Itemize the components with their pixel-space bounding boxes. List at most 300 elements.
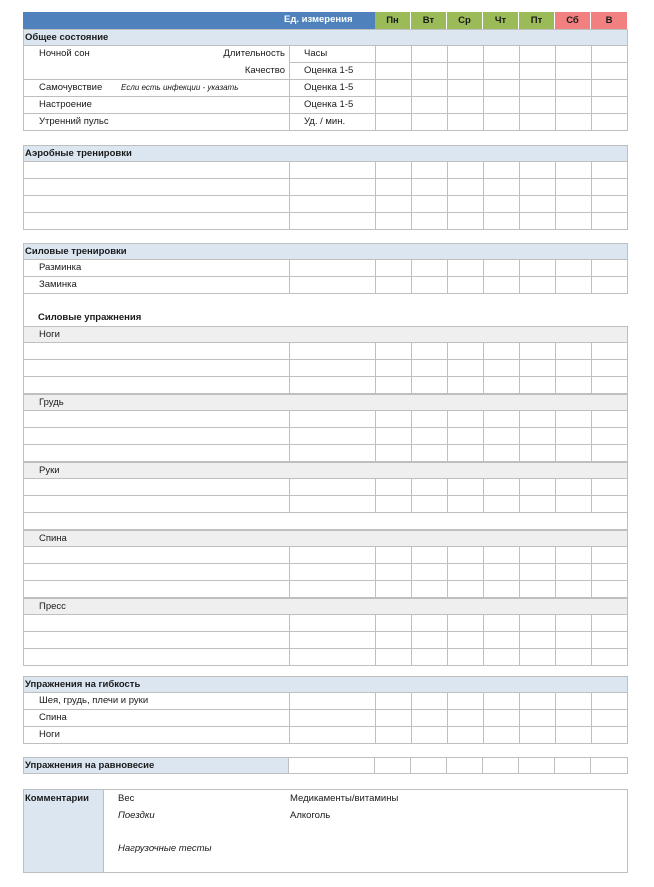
comments-input-area[interactable] [104, 790, 627, 872]
exercise-entry-day-cell-Сб[interactable] [556, 445, 592, 461]
exercise-entry-day-cell-В[interactable] [592, 615, 628, 631]
exercise-entry-day-cell-Пн[interactable] [376, 411, 412, 427]
aerobic-entry-name-cell[interactable] [24, 179, 290, 195]
warmup-day-cell-Вт[interactable] [412, 260, 448, 276]
exercise-entry-day-cell-Вт[interactable] [412, 649, 448, 665]
balance-day-cell-Вт[interactable] [411, 758, 447, 773]
aerobic-entry-day-cell-Пт[interactable] [520, 162, 556, 178]
exercise-entry-day-cell-В[interactable] [592, 547, 628, 563]
aerobic-entry-day-cell-Пт[interactable] [520, 179, 556, 195]
flexibility-item-day-cell-В[interactable] [592, 727, 628, 743]
pulse-day-cell-Вт[interactable] [412, 114, 448, 130]
flexibility-item-day-cell-Сб[interactable] [556, 727, 592, 743]
exercise-entry-name-cell[interactable] [24, 632, 290, 648]
exercise-entry-day-cell-Ср[interactable] [448, 479, 484, 495]
exercise-entry-day-cell-Пн[interactable] [376, 428, 412, 444]
exercise-entry-day-cell-Пн[interactable] [376, 479, 412, 495]
balance-day-cell-Сб[interactable] [555, 758, 591, 773]
aerobic-entry-name-cell[interactable] [24, 213, 290, 229]
exercise-entry-day-cell-Пт[interactable] [520, 632, 556, 648]
exercise-entry-day-cell-Ср[interactable] [448, 581, 484, 597]
warmup-unit-cell[interactable] [290, 260, 376, 276]
mood-day-cell-В[interactable] [592, 97, 628, 113]
exercise-entry-day-cell-Пн[interactable] [376, 360, 412, 376]
exercise-entry-name-cell[interactable] [24, 445, 290, 461]
pulse-day-cell-В[interactable] [592, 114, 628, 130]
aerobic-entry-day-cell-Пн[interactable] [376, 162, 412, 178]
aerobic-entry-day-cell-Сб[interactable] [556, 196, 592, 212]
wellbeing-day-cell-Вт[interactable] [412, 80, 448, 96]
section-flexibility [23, 676, 628, 693]
aerobic-entry-day-cell-В[interactable] [592, 213, 628, 229]
exercise-entry-day-cell-Ср[interactable] [448, 428, 484, 444]
mood-day-cell-Сб[interactable] [556, 97, 592, 113]
exercise-entry-day-cell-Пт[interactable] [520, 479, 556, 495]
sleep-quality-label: Качество [244, 65, 285, 76]
exercise-entry-day-cell-Пн[interactable] [376, 632, 412, 648]
exercise-entry-day-cell-Вт[interactable] [412, 343, 448, 359]
sleep-day-cell-Вт[interactable] [412, 46, 448, 62]
sleep-day-cell-Сб[interactable] [556, 46, 592, 62]
aerobic-entry-unit-cell[interactable] [290, 179, 376, 195]
cooldown-unit-cell[interactable] [290, 277, 376, 293]
exercise-entry-unit-cell[interactable] [290, 564, 376, 580]
comments-label: Комментарии [25, 793, 89, 804]
mood-day-cell-Вт[interactable] [412, 97, 448, 113]
exercise-entry-day-cell-В[interactable] [592, 343, 628, 359]
exercise-entry-day-cell-Пт[interactable] [520, 581, 556, 597]
exercise-entry-day-cell-В[interactable] [592, 581, 628, 597]
exercise-entry-day-cell-Сб[interactable] [556, 411, 592, 427]
exercise-entry-name-cell[interactable] [24, 649, 290, 665]
exercise-entry-day-cell-Вт[interactable] [412, 615, 448, 631]
exercise-entry-day-cell-Вт[interactable] [412, 632, 448, 648]
warmup-day-cell-Ср[interactable] [448, 260, 484, 276]
exercise-entry-name-cell[interactable] [24, 428, 290, 444]
exercise-entry-day-cell-Ср[interactable] [448, 377, 484, 393]
sleep-day-cell-Вт[interactable] [412, 63, 448, 79]
exercise-entry-day-cell-В[interactable] [592, 496, 628, 512]
aerobic-entry-unit-cell[interactable] [290, 162, 376, 178]
comment-meds-label: Медикаменты/витамины [290, 793, 399, 804]
exercise-entry-unit-cell[interactable] [290, 632, 376, 648]
aerobic-entry-day-cell-Чт[interactable] [484, 162, 520, 178]
exercise-entry-day-cell-Пт[interactable] [520, 445, 556, 461]
exercise-entry-unit-cell[interactable] [290, 547, 376, 563]
sleep-block [23, 46, 628, 80]
exercise-entry-day-cell-Ср[interactable] [448, 547, 484, 563]
exercise-entry-unit-cell[interactable] [290, 377, 376, 393]
spacer-row [23, 513, 628, 530]
warmup-day-cell-Пн[interactable] [376, 260, 412, 276]
unit-header [23, 12, 375, 29]
exercise-entry-name-cell[interactable] [24, 360, 290, 376]
flexibility-item-day-cell-В[interactable] [592, 693, 628, 709]
exercise-entry-day-cell-Ср[interactable] [448, 632, 484, 648]
aerobic-entry-day-cell-Пн[interactable] [376, 179, 412, 195]
aerobic-entry-day-cell-Вт[interactable] [412, 179, 448, 195]
balance-day-cell-Пт[interactable] [519, 758, 555, 773]
cooldown-label: Заминка [39, 279, 77, 290]
exercise-entry-day-cell-Ср[interactable] [448, 411, 484, 427]
sleep-day-cell-Пн[interactable] [376, 46, 412, 62]
exercise-entry-day-cell-Сб[interactable] [556, 479, 592, 495]
day-header-Пт: Пт [519, 12, 554, 29]
exercise-entry-day-cell-Пт[interactable] [520, 496, 556, 512]
aerobic-entry-unit-cell[interactable] [290, 213, 376, 229]
exercise-entry-day-cell-Сб[interactable] [556, 615, 592, 631]
flexibility-item-day-cell-Вт[interactable] [412, 727, 448, 743]
exercise-entry-day-cell-Чт[interactable] [484, 377, 520, 393]
exercise-entry-day-cell-Чт[interactable] [484, 428, 520, 444]
exercise-entry-name-cell[interactable] [24, 496, 290, 512]
warmup-row [23, 260, 628, 277]
sleep-label: Ночной сон [39, 48, 90, 59]
exercise-entry-day-cell-Вт[interactable] [412, 547, 448, 563]
aerobic-entry-day-cell-Пн[interactable] [376, 196, 412, 212]
exercise-entry-unit-cell[interactable] [290, 428, 376, 444]
pulse-day-cell-Пн[interactable] [376, 114, 412, 130]
header-row [23, 12, 628, 29]
pulse-row [23, 114, 628, 131]
aerobic-entry-day-cell-В[interactable] [592, 196, 628, 212]
exercise-entry-day-cell-В[interactable] [592, 564, 628, 580]
exercise-entry-day-cell-Вт[interactable] [412, 564, 448, 580]
day-header-Сб: Сб [555, 12, 590, 29]
flexibility-item-day-cell-Пн[interactable] [376, 693, 412, 709]
wellbeing-day-cell-Сб[interactable] [556, 80, 592, 96]
subgroup-0 [23, 326, 628, 343]
flexibility-item-day-cell-Вт[interactable] [412, 710, 448, 726]
exercise-entry-day-cell-Пн[interactable] [376, 445, 412, 461]
wellbeing-day-cell-Ср[interactable] [448, 80, 484, 96]
subgroup-4 [23, 598, 628, 615]
exercise-entry-row [23, 564, 628, 581]
sleep-day-cell-Сб[interactable] [556, 63, 592, 79]
flexibility-item-day-cell-Пт[interactable] [520, 693, 556, 709]
exercise-entry-row [23, 428, 628, 445]
subgroup-label: Ноги [39, 329, 60, 340]
sleep-day-cell-Пт[interactable] [520, 46, 556, 62]
exercise-entry-day-cell-Ср[interactable] [448, 564, 484, 580]
exercise-entry-day-cell-В[interactable] [592, 479, 628, 495]
cooldown-row [23, 277, 628, 294]
day-header-Чт: Чт [483, 12, 518, 29]
aerobic-entry-day-cell-Чт[interactable] [484, 213, 520, 229]
exercise-entry-day-cell-Пн[interactable] [376, 615, 412, 631]
flexibility-item-day-cell-В[interactable] [592, 710, 628, 726]
aerobic-entry-day-cell-Вт[interactable] [412, 162, 448, 178]
exercise-entry-day-cell-Вт[interactable] [412, 411, 448, 427]
warmup-day-cell-Чт[interactable] [484, 260, 520, 276]
exercise-entry-day-cell-Пн[interactable] [376, 564, 412, 580]
exercise-entry-day-cell-Ср[interactable] [448, 360, 484, 376]
aerobic-entry-day-cell-Чт[interactable] [484, 179, 520, 195]
warmup-day-cell-Сб[interactable] [556, 260, 592, 276]
exercise-entry-name-cell[interactable] [24, 547, 290, 563]
exercise-entry-day-cell-Чт[interactable] [484, 479, 520, 495]
exercise-entry-day-cell-Ср[interactable] [448, 615, 484, 631]
day-header-Пн: Пн [375, 12, 410, 29]
aerobic-entry-day-cell-Сб[interactable] [556, 162, 592, 178]
aerobic-entry-row [23, 162, 628, 179]
sleep-day-cell-Чт[interactable] [484, 63, 520, 79]
cooldown-day-cell-Пт[interactable] [520, 277, 556, 293]
exercise-entry-day-cell-Сб[interactable] [556, 360, 592, 376]
exercise-entry-day-cell-Сб[interactable] [556, 564, 592, 580]
exercise-entry-day-cell-Ср[interactable] [448, 445, 484, 461]
balance-day-cell-Пн[interactable] [375, 758, 411, 773]
exercise-entry-name-cell[interactable] [24, 564, 290, 580]
aerobic-entry-day-cell-Ср[interactable] [448, 162, 484, 178]
exercise-entry-day-cell-Сб[interactable] [556, 649, 592, 665]
strength-gap [23, 294, 24, 326]
exercise-entry-day-cell-Пт[interactable] [520, 649, 556, 665]
exercise-entry-day-cell-Пт[interactable] [520, 411, 556, 427]
exercise-entry-day-cell-Пн[interactable] [376, 649, 412, 665]
comment-weight-label: Вес [118, 793, 135, 804]
exercise-entry-unit-cell[interactable] [290, 343, 376, 359]
exercise-entry-day-cell-Чт[interactable] [484, 547, 520, 563]
cooldown-day-cell-Чт[interactable] [484, 277, 520, 293]
mood-label: Настроение [39, 99, 92, 110]
flexibility-item-day-cell-Пн[interactable] [376, 710, 412, 726]
exercise-entry-day-cell-Пт[interactable] [520, 564, 556, 580]
wellbeing-day-cell-В[interactable] [592, 80, 628, 96]
wellbeing-day-cell-Чт[interactable] [484, 80, 520, 96]
balance-unit-cell[interactable] [289, 758, 375, 773]
sleep-unit-cell[interactable] [290, 46, 376, 62]
flexibility-item-unit-cell[interactable] [290, 727, 376, 743]
mood-day-cell-Ср[interactable] [448, 97, 484, 113]
balance-day-cell-Ср[interactable] [447, 758, 483, 773]
sleep-day-cell-Пн[interactable] [376, 63, 412, 79]
subgroup-label: Пресс [39, 601, 66, 612]
exercise-entry-unit-cell[interactable] [290, 581, 376, 597]
sleep-day-cell-В[interactable] [592, 63, 628, 79]
cooldown-day-cell-Пн[interactable] [376, 277, 412, 293]
mood-day-cell-Чт[interactable] [484, 97, 520, 113]
flexibility-item-day-cell-Сб[interactable] [556, 710, 592, 726]
flexibility-item-name-cell[interactable] [24, 727, 290, 743]
pulse-label: Утренний пульс [39, 116, 109, 127]
cooldown-day-cell-Ср[interactable] [448, 277, 484, 293]
comment-trips-label: Поездки [118, 810, 155, 821]
aerobic-entry-day-cell-В[interactable] [592, 179, 628, 195]
exercise-entry-day-cell-Чт[interactable] [484, 649, 520, 665]
exercise-entry-day-cell-Чт[interactable] [484, 411, 520, 427]
exercise-entry-name-cell[interactable] [24, 581, 290, 597]
exercise-entry-day-cell-Чт[interactable] [484, 360, 520, 376]
exercise-entry-day-cell-Пн[interactable] [376, 377, 412, 393]
exercise-entry-day-cell-Сб[interactable] [556, 343, 592, 359]
mood-unit: Оценка 1-5 [304, 99, 354, 110]
exercise-entry-unit-cell[interactable] [290, 360, 376, 376]
flexibility-item-day-cell-Ср[interactable] [448, 710, 484, 726]
aerobic-entry-row [23, 213, 628, 230]
exercise-entry-day-cell-В[interactable] [592, 445, 628, 461]
exercise-entry-day-cell-Чт[interactable] [484, 496, 520, 512]
flexibility-item-label: Ноги [39, 729, 60, 740]
comments-label-cell [24, 790, 104, 872]
flexibility-item-day-cell-Чт[interactable] [484, 693, 520, 709]
exercise-entry-name-cell[interactable] [24, 479, 290, 495]
exercise-entry-unit-cell[interactable] [290, 479, 376, 495]
flexibility-item-day-cell-Пн[interactable] [376, 727, 412, 743]
sleep-day-cell-Ср[interactable] [448, 63, 484, 79]
flexibility-item-row [23, 693, 628, 710]
exercise-entry-day-cell-Чт[interactable] [484, 564, 520, 580]
cooldown-day-cell-В[interactable] [592, 277, 628, 293]
flexibility-item-day-cell-Пт[interactable] [520, 727, 556, 743]
sleep-day-cell-Ср[interactable] [448, 46, 484, 62]
exercise-entry-day-cell-Вт[interactable] [412, 479, 448, 495]
exercise-entry-unit-cell[interactable] [290, 445, 376, 461]
exercise-entry-day-cell-В[interactable] [592, 632, 628, 648]
sleep-day-cell-Пт[interactable] [520, 63, 556, 79]
exercise-entry-day-cell-В[interactable] [592, 360, 628, 376]
flexibility-item-day-cell-Чт[interactable] [484, 727, 520, 743]
mood-day-cell-Пн[interactable] [376, 97, 412, 113]
warmup-day-cell-В[interactable] [592, 260, 628, 276]
aerobic-entry-day-cell-Вт[interactable] [412, 213, 448, 229]
exercise-entry-row [23, 411, 628, 428]
exercise-entry-day-cell-Чт[interactable] [484, 581, 520, 597]
wellbeing-day-cell-Пт[interactable] [520, 80, 556, 96]
exercise-entry-day-cell-Пт[interactable] [520, 377, 556, 393]
flexibility-item-day-cell-Пт[interactable] [520, 710, 556, 726]
balance-day-cell-В[interactable] [591, 758, 627, 773]
balance-day-cell-Чт[interactable] [483, 758, 519, 773]
exercise-entry-day-cell-В[interactable] [592, 649, 628, 665]
section-flexibility-title: Упражнения на гибкость [25, 679, 141, 690]
exercise-entry-day-cell-Чт[interactable] [484, 343, 520, 359]
exercise-entry-day-cell-Вт[interactable] [412, 428, 448, 444]
exercise-entry-unit-cell[interactable] [290, 649, 376, 665]
flexibility-item-row [23, 727, 628, 744]
section-strength [23, 243, 628, 260]
exercise-entry-day-cell-Вт[interactable] [412, 581, 448, 597]
exercise-entry-day-cell-Сб[interactable] [556, 547, 592, 563]
exercise-entry-name-cell[interactable] [24, 615, 290, 631]
exercise-entry-day-cell-В[interactable] [592, 377, 628, 393]
pulse-day-cell-Ср[interactable] [448, 114, 484, 130]
exercise-entry-name-cell[interactable] [24, 411, 290, 427]
sleep-day-cell-В[interactable] [592, 46, 628, 62]
aerobic-entry-name-cell[interactable] [24, 162, 290, 178]
aerobic-entry-day-cell-Сб[interactable] [556, 179, 592, 195]
exercise-entry-unit-cell[interactable] [290, 411, 376, 427]
pulse-day-cell-Сб[interactable] [556, 114, 592, 130]
exercise-entry-day-cell-Сб[interactable] [556, 632, 592, 648]
exercise-entry-day-cell-Сб[interactable] [556, 377, 592, 393]
exercise-entry-day-cell-Вт[interactable] [412, 445, 448, 461]
exercise-entry-day-cell-Вт[interactable] [412, 360, 448, 376]
comments-box [23, 789, 628, 873]
exercise-entry-row [23, 343, 628, 360]
exercise-entry-day-cell-Пн[interactable] [376, 343, 412, 359]
pulse-unit: Уд. / мин. [304, 116, 346, 127]
exercise-entry-day-cell-Пт[interactable] [520, 547, 556, 563]
flexibility-item-unit-cell[interactable] [290, 693, 376, 709]
exercise-entry-day-cell-В[interactable] [592, 411, 628, 427]
exercise-entry-day-cell-Сб[interactable] [556, 581, 592, 597]
flexibility-item-day-cell-Ср[interactable] [448, 727, 484, 743]
exercise-entry-day-cell-Чт[interactable] [484, 445, 520, 461]
exercise-entry-day-cell-Чт[interactable] [484, 615, 520, 631]
aerobic-entry-day-cell-Вт[interactable] [412, 196, 448, 212]
exercise-entry-day-cell-Пт[interactable] [520, 343, 556, 359]
aerobic-entry-row [23, 179, 628, 196]
day-header-В: В [591, 12, 627, 29]
exercise-entry-day-cell-Вт[interactable] [412, 377, 448, 393]
aerobic-entry-day-cell-Пт[interactable] [520, 213, 556, 229]
sleep-day-cell-Чт[interactable] [484, 46, 520, 62]
exercise-entry-unit-cell[interactable] [290, 615, 376, 631]
exercise-entry-name-cell[interactable] [24, 377, 290, 393]
cooldown-day-cell-Сб[interactable] [556, 277, 592, 293]
exercise-entry-day-cell-Сб[interactable] [556, 428, 592, 444]
balance-title: Упражнения на равновесие [25, 760, 155, 771]
flexibility-item-day-cell-Ср[interactable] [448, 693, 484, 709]
pulse-day-cell-Чт[interactable] [484, 114, 520, 130]
aerobic-entry-day-cell-Ср[interactable] [448, 213, 484, 229]
flexibility-item-day-cell-Сб[interactable] [556, 693, 592, 709]
aerobic-entry-day-cell-Сб[interactable] [556, 213, 592, 229]
section-balance [23, 757, 628, 774]
warmup-day-cell-Пт[interactable] [520, 260, 556, 276]
aerobic-entry-day-cell-В[interactable] [592, 162, 628, 178]
exercise-entry-row [23, 547, 628, 564]
exercise-entry-unit-cell[interactable] [290, 496, 376, 512]
section-general [23, 29, 628, 46]
flexibility-item-unit-cell[interactable] [290, 710, 376, 726]
exercise-entry-day-cell-Ср[interactable] [448, 343, 484, 359]
sleep-unit-label: Часы [304, 48, 328, 59]
exercise-entry-day-cell-Пт[interactable] [520, 360, 556, 376]
aerobic-entry-day-cell-Пн[interactable] [376, 213, 412, 229]
exercise-entry-row [23, 360, 628, 377]
exercise-entry-day-cell-Пн[interactable] [376, 496, 412, 512]
exercise-entry-day-cell-Пт[interactable] [520, 428, 556, 444]
exercise-entry-day-cell-Вт[interactable] [412, 496, 448, 512]
flexibility-item-label: Спина [39, 712, 67, 723]
sleep-unit-label: Оценка 1-5 [304, 65, 354, 76]
wellbeing-day-cell-Пн[interactable] [376, 80, 412, 96]
exercise-entry-day-cell-Сб[interactable] [556, 496, 592, 512]
exercise-entry-day-cell-Пн[interactable] [376, 581, 412, 597]
aerobic-entry-day-cell-Чт[interactable] [484, 196, 520, 212]
aerobic-entry-day-cell-Ср[interactable] [448, 179, 484, 195]
exercise-entry-day-cell-Пн[interactable] [376, 547, 412, 563]
aerobic-entry-day-cell-Пт[interactable] [520, 196, 556, 212]
subgroup-label: Грудь [39, 397, 64, 408]
flexibility-item-day-cell-Вт[interactable] [412, 693, 448, 709]
mood-day-cell-Пт[interactable] [520, 97, 556, 113]
aerobic-entry-name-cell[interactable] [24, 196, 290, 212]
exercise-entry-day-cell-Пт[interactable] [520, 615, 556, 631]
exercise-entry-day-cell-Ср[interactable] [448, 496, 484, 512]
exercise-entry-day-cell-В[interactable] [592, 428, 628, 444]
exercise-entry-day-cell-Ср[interactable] [448, 649, 484, 665]
pulse-day-cell-Пт[interactable] [520, 114, 556, 130]
exercise-entry-day-cell-Чт[interactable] [484, 632, 520, 648]
exercise-entry-name-cell[interactable] [24, 343, 290, 359]
cooldown-day-cell-Вт[interactable] [412, 277, 448, 293]
aerobic-entry-unit-cell[interactable] [290, 196, 376, 212]
aerobic-entry-day-cell-Ср[interactable] [448, 196, 484, 212]
flexibility-item-day-cell-Чт[interactable] [484, 710, 520, 726]
